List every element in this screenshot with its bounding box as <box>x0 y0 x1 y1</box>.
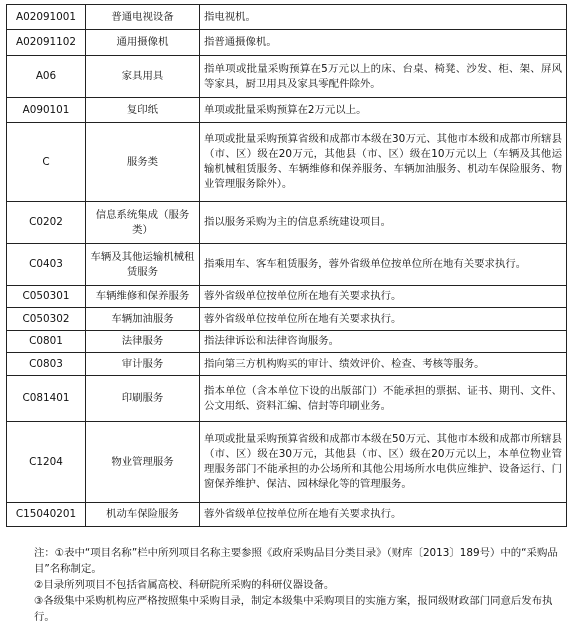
item-description: 单项或批量采购预算省级和成都市本级在50万元、其他市本级和成都市所辖县（市、区）级在30万元，其他县（市、区）级在20万元以上，本单位物业管理服务部门不能承担的办公场所和其他公用场所水电供应维护、设备运行、门窗保养维护、保洁、园林绿化等的管理服务。 <box>200 422 567 503</box>
item-code: C0801 <box>7 331 86 353</box>
table-row <box>7 376 567 422</box>
table-notes <box>10 545 562 625</box>
item-description: 蓉外省级单位按单位所在地有关要求执行。 <box>200 286 567 308</box>
table-row <box>7 308 567 331</box>
table-row <box>7 5 567 30</box>
item-description: 单项或批量采购预算在2万元以上。 <box>200 98 567 123</box>
item-description: 蓉外省级单位按单位所在地有关要求执行。 <box>200 308 567 331</box>
item-code: C15040201 <box>7 503 86 527</box>
table-row <box>7 353 567 376</box>
note-1: 注：①表中“项目名称”栏中所列项目名称主要参照《政府采购品目分类目录》（财库〔2013〕189号）中的“采购品目”名称制定。 <box>34 547 558 575</box>
item-code: C050302 <box>7 308 86 331</box>
item-name: 普通电视设备 <box>86 5 200 30</box>
table-row <box>7 286 567 308</box>
item-name: 复印纸 <box>86 98 200 123</box>
item-name: 机动车保险服务 <box>86 503 200 527</box>
item-name: 印刷服务 <box>86 376 200 422</box>
item-name: 法律服务 <box>86 331 200 353</box>
item-description: 单项或批量采购预算省级和成都市本级在30万元、其他市本级和成都市所辖县（市、区）级在20万元，其他县（市、区）级在10万元以上（车辆及其他运输机械租赁服务、车辆维修和保养服务、车辆加油服务、机动车保险服务、物业管理服务除外）。 <box>200 123 567 202</box>
item-description: 指以服务采购为主的信息系统建设项目。 <box>200 202 567 244</box>
item-code: C0803 <box>7 353 86 376</box>
item-name: 信息系统集成（服务类） <box>86 202 200 244</box>
item-name: 车辆及其他运输机械租赁服务 <box>86 244 200 286</box>
item-name: 车辆加油服务 <box>86 308 200 331</box>
item-code: C0202 <box>7 202 86 244</box>
item-code: C1204 <box>7 422 86 503</box>
item-code: C <box>7 123 86 202</box>
item-description: 指向第三方机构购买的审计、绩效评价、检查、考核等服务。 <box>200 353 567 376</box>
item-code: A06 <box>7 56 86 98</box>
item-name: 物业管理服务 <box>86 422 200 503</box>
item-description: 指本单位（含本单位下设的出版部门）不能承担的票据、证书、期刊、文件、公文用纸、资料汇编、信封等印刷业务。 <box>200 376 567 422</box>
item-name: 通用摄像机 <box>86 30 200 56</box>
item-code: A02091001 <box>7 5 86 30</box>
table-row <box>7 331 567 353</box>
item-code: C081401 <box>7 376 86 422</box>
note-3: ③各级集中采购机构应严格按照集中采购目录，制定本级集中采购项目的实施方案，报同级财政部门同意后发布执行。 <box>34 595 553 623</box>
item-name: 车辆维修和保养服务 <box>86 286 200 308</box>
item-name: 服务类 <box>86 123 200 202</box>
table-row <box>7 123 567 202</box>
item-description: 指普通摄像机。 <box>200 30 567 56</box>
table-row <box>7 422 567 503</box>
item-description: 指电视机。 <box>200 5 567 30</box>
note-2: ②目录所列项目不包括省属高校、科研院所采购的科研仪器设备。 <box>34 579 335 591</box>
table-row <box>7 244 567 286</box>
item-description: 蓉外省级单位按单位所在地有关要求执行。 <box>200 503 567 527</box>
item-code: A090101 <box>7 98 86 123</box>
item-code: C0403 <box>7 244 86 286</box>
table-row <box>7 503 567 527</box>
item-description: 指乘用车、客车租赁服务，蓉外省级单位按单位所在地有关要求执行。 <box>200 244 567 286</box>
item-name: 审计服务 <box>86 353 200 376</box>
item-description: 指单项或批量采购预算在5万元以上的床、台桌、椅凳、沙发、柜、架、屏风等家具，厨卫用具及家具零配件除外。 <box>200 56 567 98</box>
table-row <box>7 30 567 56</box>
item-code: C050301 <box>7 286 86 308</box>
item-name: 家具用具 <box>86 56 200 98</box>
table-row <box>7 202 567 244</box>
item-description: 指法律诉讼和法律咨询服务。 <box>200 331 567 353</box>
item-code: A02091102 <box>7 30 86 56</box>
procurement-catalog-table <box>6 4 567 527</box>
table-row <box>7 56 567 98</box>
table-row <box>7 98 567 123</box>
